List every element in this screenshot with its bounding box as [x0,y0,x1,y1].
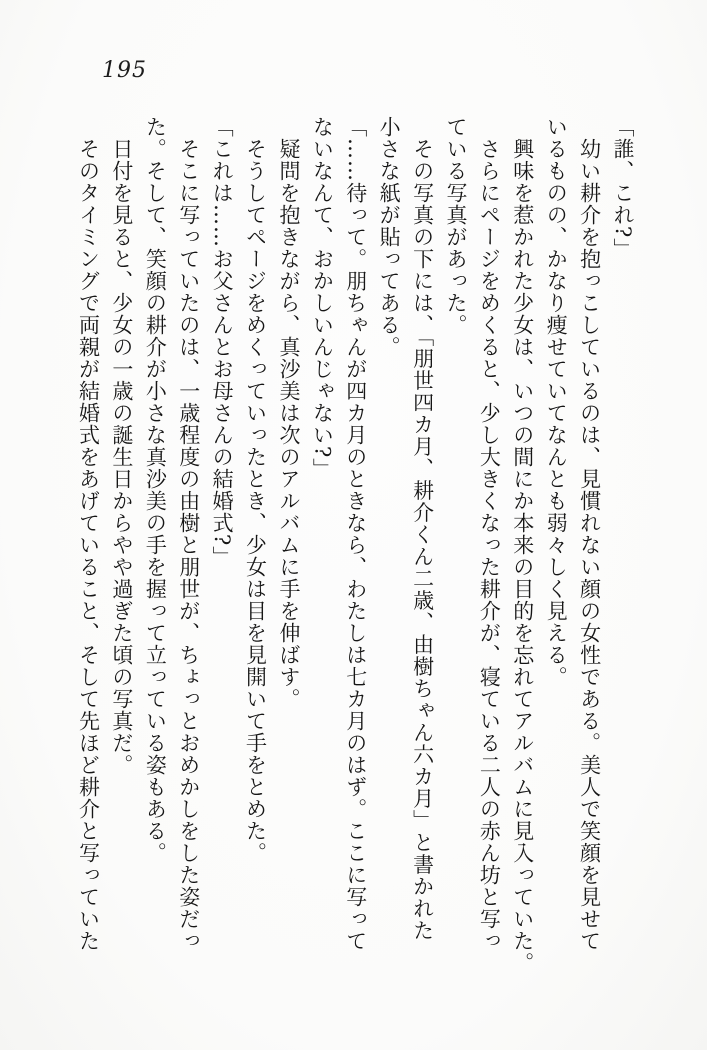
text-line: 「誰、これ?」 [611,116,635,261]
text-line: そこに写っていたのは、一歳程度の由樹と朋世が、ちょっとおめかしをした姿だっ [176,116,201,952]
text-line: いるものの、かなり痩せていてなんとも弱々しく見える。 [544,116,569,688]
text-line: 「これは……お父さんとお母さんの結婚式?」 [210,116,235,569]
vertical-text-block [71,116,639,976]
text-line: 幼い耕介を抱っこしているのは、見慣れない顔の女性である。美人で笑顔を見せて [577,116,602,952]
text-line: さらにページをめくると、少し大きくなった耕介が、寝ている二人の赤ん坊と写っ [477,116,502,952]
page-number: 195 [102,58,147,83]
text-line: 疑問を抱きながら、真沙美は次のアルバムに手を伸ばす。 [276,116,301,710]
text-line: その写真の下には、「朋世四カ月、耕介くん二歳、由樹ちゃん六カ月」と書かれた [410,116,435,942]
text-line: そうしてページをめくっていったとき、少女は目を見開いて手をとめた。 [243,116,268,864]
text-line: た。そして、笑顔の耕介が小さな真沙美の手を握って立っている姿もある。 [143,116,168,864]
text-line: ないなんて、おかしいんじゃない?」 [310,116,335,481]
text-line: 興味を惹かれた少女は、いつの間にか本来の目的を忘れてアルバムに見入っていた。 [510,116,535,974]
text-line: そのタイミングで両親が結婚式をあげていること、そして先ほど耕介と写っていた [76,116,101,952]
text-line: 小さな紙が貼ってある。 [377,116,402,358]
text-line: ている写真があった。 [443,116,468,336]
text-line: 「……待って。朋ちゃんが四カ月のときなら、わたしは七カ月のはず。ここに写って [343,116,368,952]
text-line: 日付を見ると、少女の一歳の誕生日からやや過ぎた頃の写真だ。 [109,116,134,776]
